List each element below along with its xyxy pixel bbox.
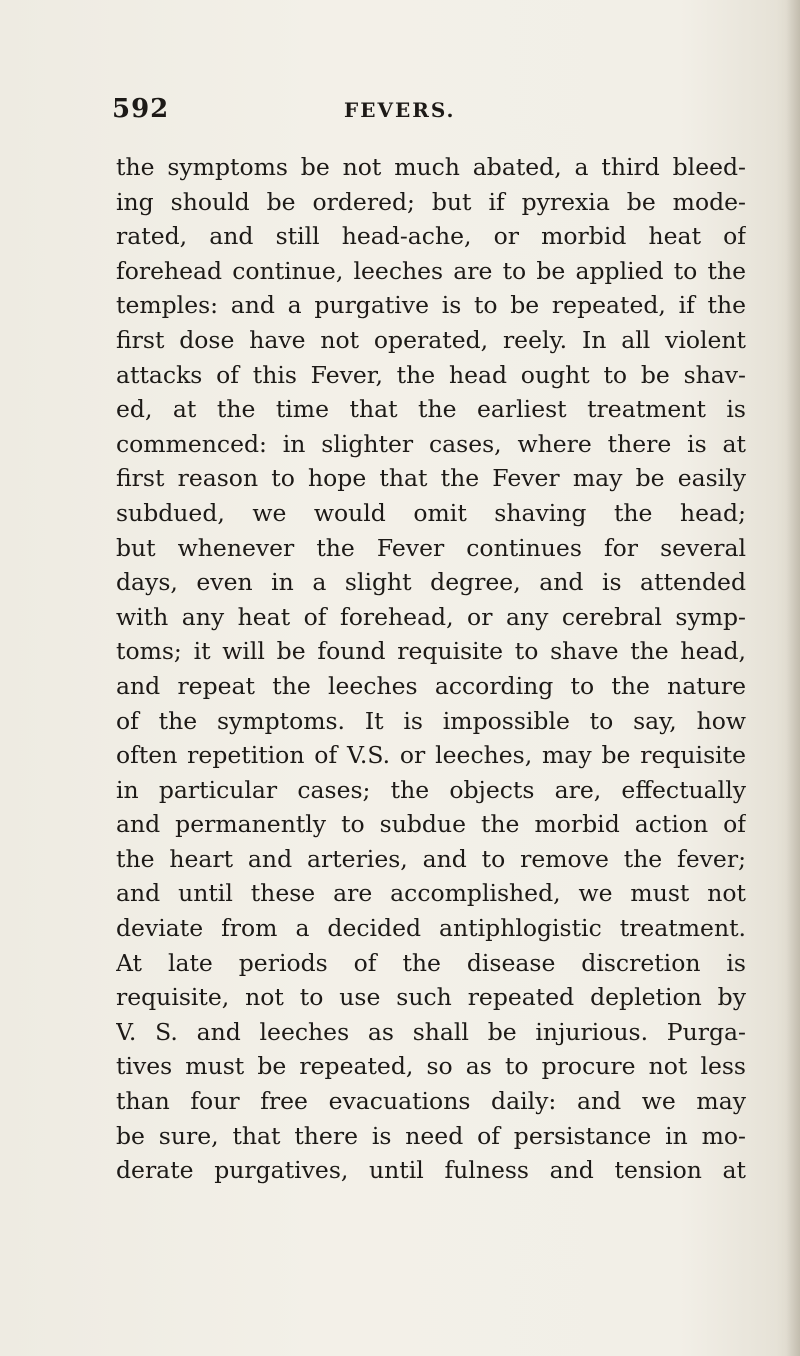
text-line: ing should be ordered; but if pyrexia be mode-: [116, 187, 746, 216]
text-line: At late periods of the disease discretion is: [116, 948, 746, 977]
text-line: and repeat the leeches according to the nature: [116, 671, 746, 700]
text-line: first reason to hope that the Fever may be easily: [116, 464, 746, 493]
body-text: [116, 150, 746, 1188]
text-line: requisite, not to use such repeated depletion by: [116, 983, 746, 1012]
text-line: toms; it will be found requisite to shave the head,: [116, 637, 746, 666]
text-line: often repetition of V.S. or leeches, may be requisite: [116, 741, 746, 770]
text-line: days, even in a slight degree, and is attended: [116, 568, 746, 597]
text-line: V. S. and leeches as shall be injurious. Purga-: [116, 1017, 746, 1046]
text-line: attacks of this Fever, the head ought to be shav-: [116, 360, 746, 389]
text-line: but whenever the Fever continues for several: [116, 533, 746, 562]
text-line: rated, and still head-ache, or morbid heat of: [116, 222, 746, 251]
text-line: subdued, we would omit shaving the head;: [116, 498, 746, 527]
text-line: and until these are accomplished, we must not: [116, 879, 746, 908]
text-line: ed, at the time that the earliest treatment is: [116, 395, 746, 424]
text-line: the heart and arteries, and to remove the fever;: [116, 844, 746, 873]
text-line: first dose have not operated, reely. In all violent: [116, 325, 746, 354]
text-line: derate purgatives, until fulness and tension at: [116, 1156, 746, 1185]
text-line: than four free evacuations daily: and we may: [116, 1087, 746, 1116]
text-line: in particular cases; the objects are, effectually: [116, 775, 746, 804]
running-head: [112, 94, 752, 134]
text-line: deviate from a decided antiphlogistic treatment.: [116, 914, 746, 943]
text-line: the symptoms be not much abated, a third bleed-: [116, 153, 746, 181]
text-line: and permanently to subdue the morbid action of: [116, 810, 746, 839]
running-title: FEVERS.: [344, 98, 456, 122]
page-number: 592: [112, 94, 170, 124]
text-line: tives must be repeated, so as to procure not less: [116, 1052, 746, 1081]
text-line: forehead continue, leeches are to be applied to the: [116, 256, 746, 285]
text-line: of the symptoms. It is impossible to say, how: [116, 706, 746, 735]
text-line: be sure, that there is need of persistance in mo-: [116, 1121, 746, 1150]
page-edge-shadow: [786, 0, 800, 1356]
text-line: temples: and a purgative is to be repeated, if the: [116, 291, 746, 320]
text-line: commenced: in slighter cases, where there is at: [116, 429, 746, 458]
text-line: with any heat of forehead, or any cerebral symp-: [116, 602, 746, 631]
